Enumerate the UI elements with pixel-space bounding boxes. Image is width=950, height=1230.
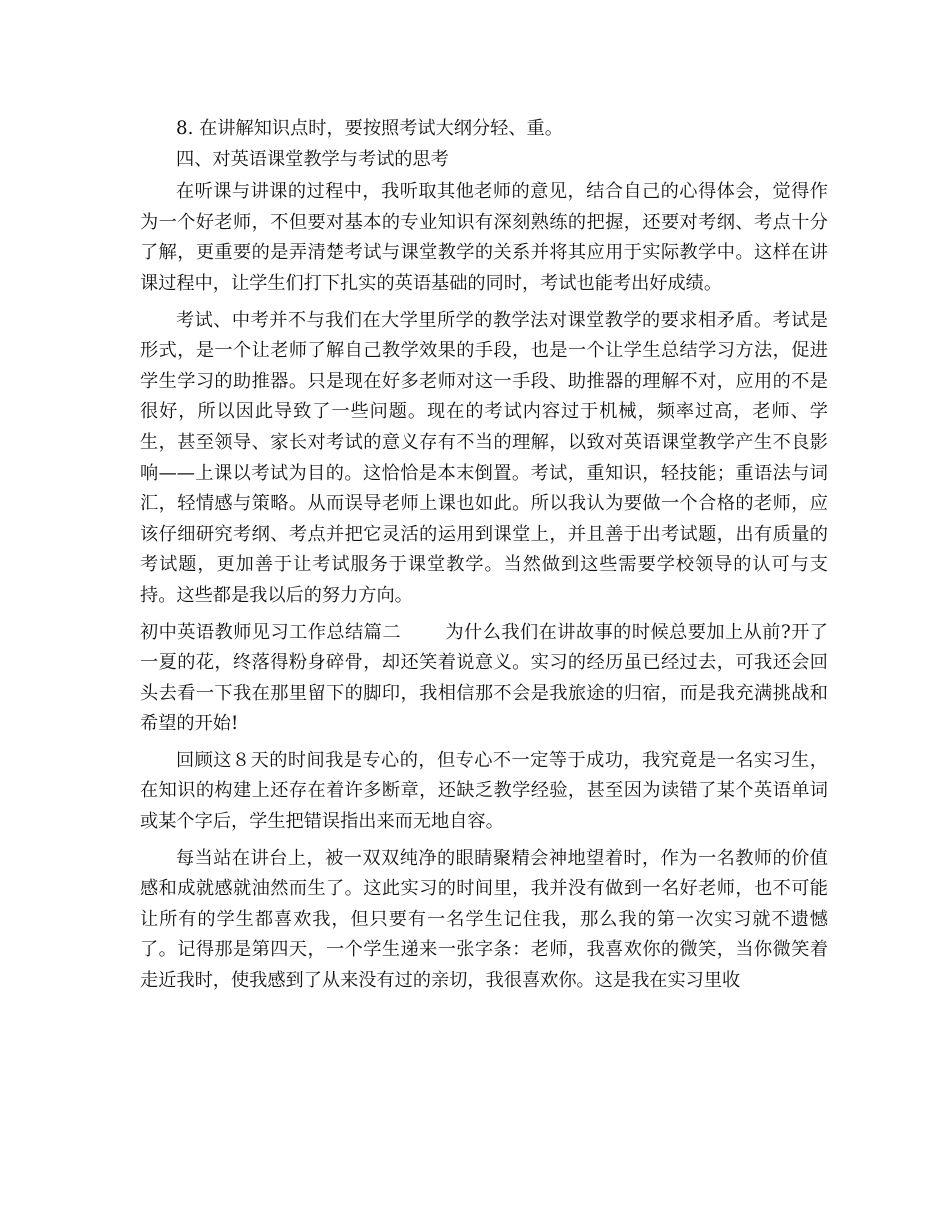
section-heading-4: 四、对英语课堂教学与考试的思考 (176, 148, 449, 170)
list-item-8: 8. 在讲解知识点时，要按照考试大纲分轻、重。 (176, 118, 563, 139)
paragraph-2: 考试、中考并不与我们在大学里所学的教学法对课堂教学的要求相矛盾。考试是形式，是一个让老师了解自己教学效果的手段，也是一个让学生总结学习方法，促进学生学习的助推器。只是现在好多老师对这一手段、助推器的理解不对，应用的不是很好，所以因此导致了一些问题。现在的考试内容过于机械，频率过高，老师、学生，甚至领导、家长对考试的意义存有不当的理解，以致对英语课堂教学产生不良影响——上课以考试为目的。这恰恰是本末倒置。考试，重知识，轻技能；重语法与词汇，轻情感与策略。从而误导老师上课也如此。所以我认为要做一个合格的老师，应该仔细研究考纲、考点并把它灵活的运用到课堂上，并且善于出考试题，出有质量的考试题，更加善于让考试服务于课堂教学。当然做到这些需要学校领导的认可与支持。这些都是我以后的努力方向。 (140, 309, 828, 606)
article-2-title: 初中英语教师见习工作总结篇二 (140, 621, 401, 643)
paragraph-3: 回顾这８天的时间我是专心的，但专心不一定等于成功，我究竟是一名实习生，在知识的构建上还存在着许多断章，还缺乏教学经验，甚至因为读错了某个英语单词或某个字后，学生把错误指出来而无地自容。 (140, 749, 828, 833)
article-2-intro: 为什么我们在讲故事的时候总要加上从前?开了一夏的花，终落得粉身碎骨，却还笑着说意义。实习的经历虽已经过去，可我还会回头去看一下我在那里留下的脚印，我相信那不会是我旅途的归宿，而是我充满挑战和希望的开始! (140, 621, 828, 735)
paragraph-4: 每当站在讲台上，被一双双纯净的眼睛聚精会神地望着时，作为一名教师的价值感和成就感就油然而生了。这此实习的时间里，我并没有做到一名好老师，也不可能让所有的学生都喜欢我，但只要有一名学生记住我，那么我的第一次实习就不遗憾了。记得那是第四天，一个学生递来一张字条：老师，我喜欢你的微笑，当你微笑着走近我时，使我感到了从来没有过的亲切，我很喜欢你。这是我在实习里收 (140, 847, 828, 992)
paragraph-1: 在听课与讲课的过程中，我听取其他老师的意见，结合自己的心得体会，觉得作为一个好老师，不但要对基本的专业知识有深刻熟练的把握，还要对考纲、考点十分了解，更重要的是弄清楚考试与课堂教学的关系并将其应用于实际教学中。这样在讲课过程中，让学生们打下扎实的英语基础的同时，考试也能考出好成绩。 (140, 181, 828, 294)
document-page (140, 114, 828, 1003)
article-2-block (140, 618, 828, 740)
